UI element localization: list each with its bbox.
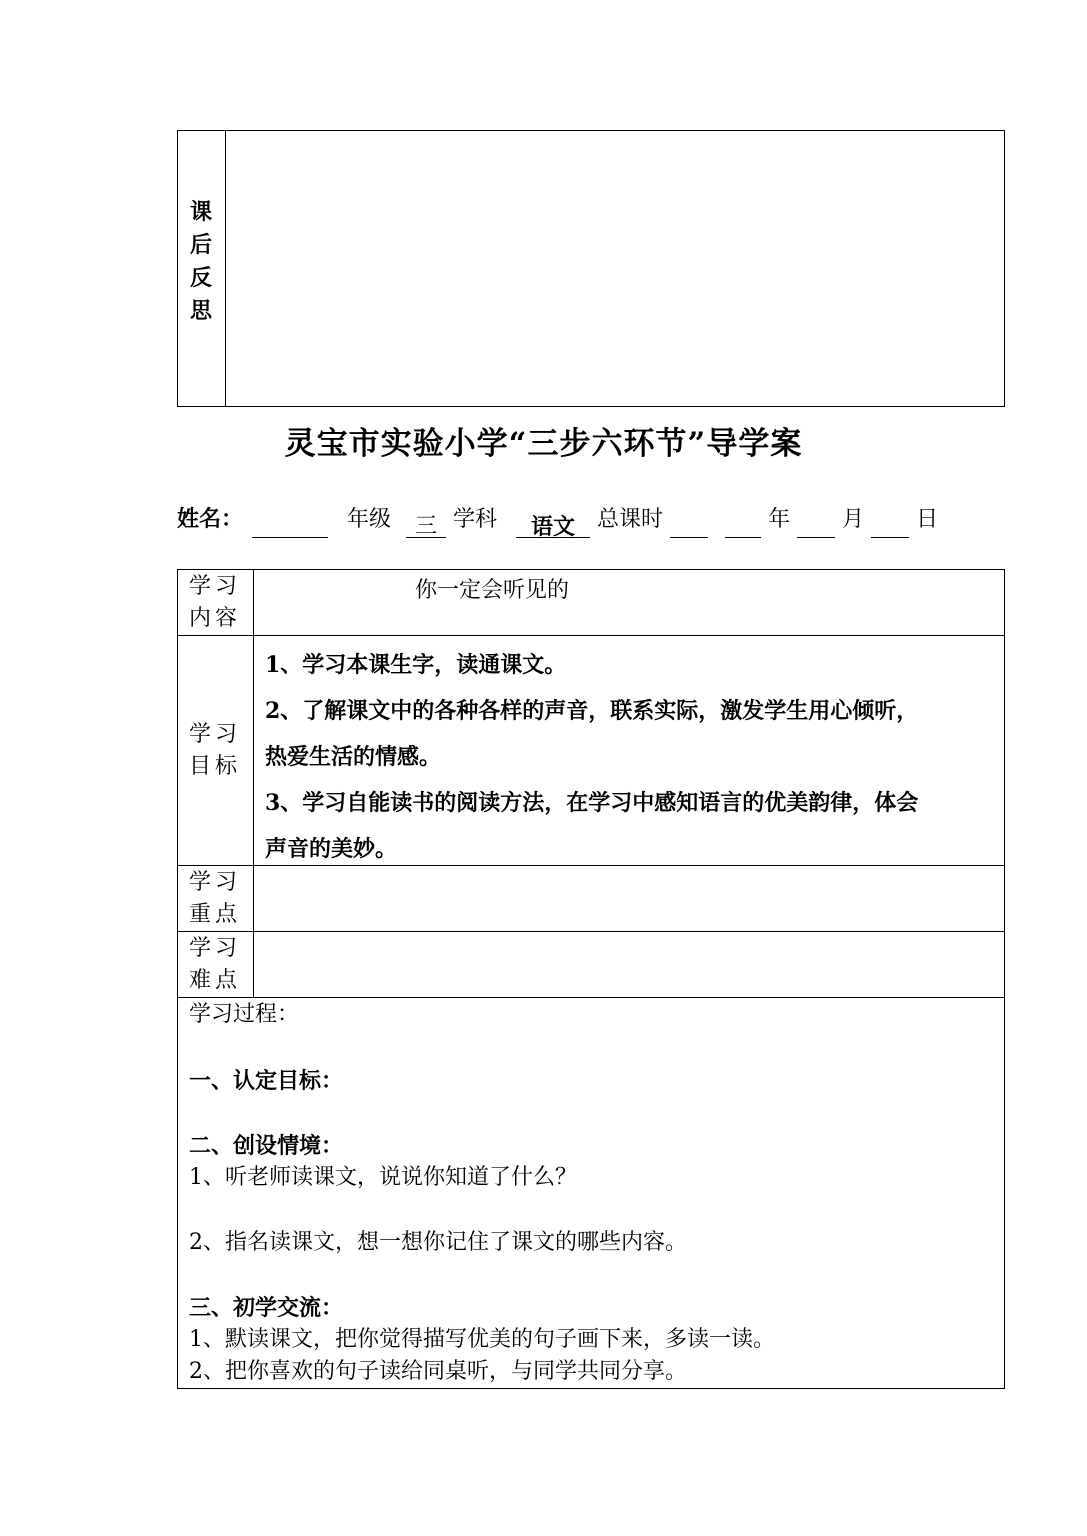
- row-divider: [177, 997, 1005, 998]
- process-step-2: 二、创设情境：: [189, 1133, 344, 1159]
- day-field[interactable]: [871, 509, 909, 538]
- year-field[interactable]: [725, 509, 761, 538]
- goal-line: 热爱生活的情感。: [265, 744, 442, 770]
- grade-field[interactable]: [406, 509, 446, 538]
- goal-line: 1、学习本课生字，读通课文。: [265, 652, 567, 678]
- difficulties-label: [189, 933, 241, 997]
- grade-value: 三: [415, 514, 438, 539]
- process-step-3-item: 2、把你喜欢的句子读给同桌听，与同学共同分享。: [189, 1359, 687, 1384]
- process-step-2-item: 2、指名读课文，想一想你记住了课文的哪些内容。: [189, 1230, 687, 1255]
- reflection-content-area[interactable]: [226, 131, 1004, 406]
- process-step-3-item: 1、默读课文，把你觉得描写优美的句子画下来，多读一读。: [189, 1327, 775, 1352]
- goal-line: 2、了解课文中的各种各样的声音，联系实际，激发学生用心倾听，: [265, 698, 919, 724]
- process-step-1: 一、认定目标：: [189, 1068, 344, 1094]
- label-line: 学习: [189, 574, 242, 599]
- reflection-label-char: 课: [189, 199, 212, 225]
- name-field[interactable]: [252, 509, 328, 538]
- goal-line: 声音的美妙。: [265, 836, 398, 862]
- row-divider: [177, 635, 1005, 636]
- label-line: 重点: [189, 902, 242, 927]
- total-lessons-field[interactable]: [670, 509, 708, 538]
- total-lessons-label: 总课时: [597, 507, 664, 532]
- label-line: 难点: [189, 968, 242, 993]
- grade-label: 年级: [347, 507, 392, 532]
- difficulties-field[interactable]: [254, 932, 1004, 996]
- info-line: [177, 502, 1007, 538]
- label-line: 学习: [189, 870, 242, 895]
- name-label: 姓名：: [177, 507, 244, 532]
- goals-list: [265, 642, 1000, 872]
- day-label: 日: [916, 507, 939, 532]
- label-line: 目标: [189, 754, 242, 779]
- reflection-label-char: 后: [189, 232, 212, 258]
- key-points-field[interactable]: [254, 866, 1004, 930]
- month-field[interactable]: [797, 509, 835, 538]
- goals-label: [189, 719, 241, 783]
- subject-value: 语文: [531, 514, 576, 540]
- page-title: 灵宝市实验小学“三步六环节”导学案: [284, 426, 803, 462]
- subject-field[interactable]: [516, 509, 590, 538]
- process-step-2-item: 1、听老师读课文，说说你知道了什么？: [189, 1165, 577, 1190]
- process-heading: 学习过程：: [189, 1002, 300, 1027]
- reflection-label: [178, 196, 224, 328]
- label-line: 内容: [189, 606, 242, 631]
- process-step-3: 三、初学交流：: [189, 1295, 344, 1321]
- content-value: 你一定会听见的: [415, 578, 570, 603]
- month-label: 月: [842, 507, 865, 532]
- key-points-label: [189, 867, 241, 931]
- subject-label: 学科: [453, 507, 498, 532]
- label-line: 学习: [189, 722, 242, 747]
- reflection-label-char: 思: [189, 298, 212, 324]
- reflection-label-char: 反: [189, 265, 212, 291]
- year-label: 年: [768, 507, 791, 532]
- goal-line: 3、学习自能读书的阅读方法，在学习中感知语言的优美韵律，体会: [265, 790, 919, 816]
- label-line: 学习: [189, 936, 242, 961]
- content-label: [189, 571, 241, 635]
